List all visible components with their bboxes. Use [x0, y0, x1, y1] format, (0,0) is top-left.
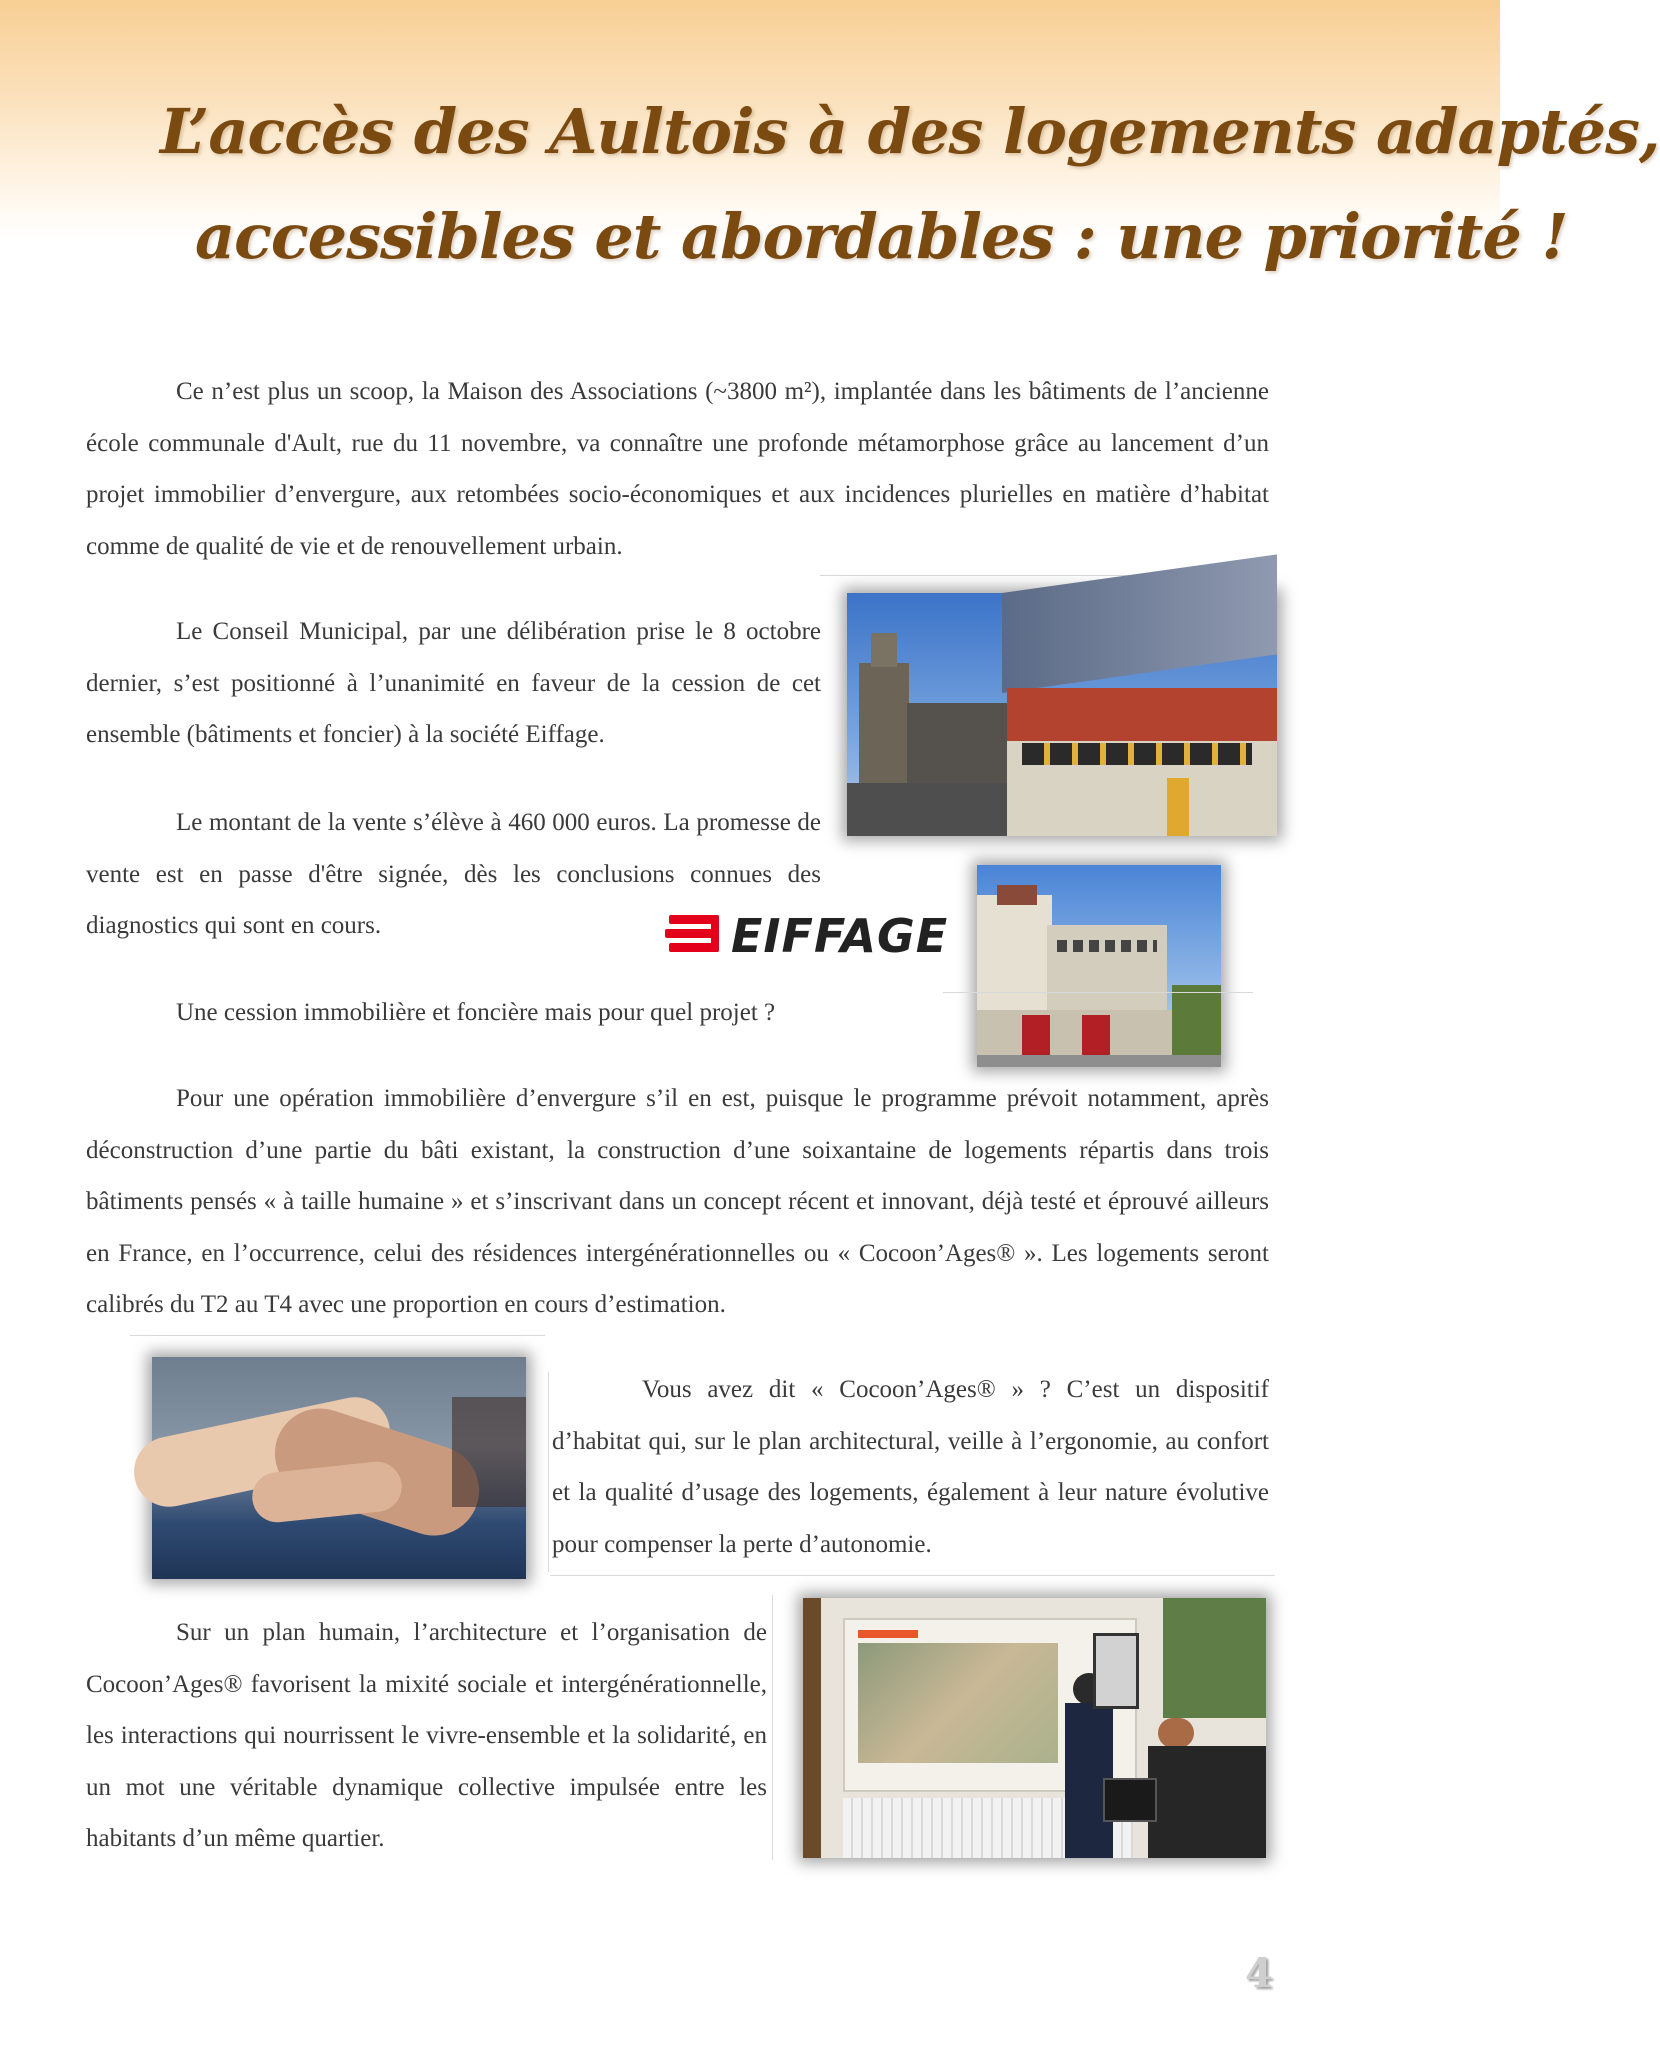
paragraph-sale-amount: Le montant de la vente s’élève à 460 000 euros. La promesse de vente est en passe d'être signée, dès les conclusions connues des diagnostics qui sont en cours.: [86, 809, 821, 939]
paragraph-intro: Ce n’est plus un scoop, la Maison des Associations (~3800 m²), implantée dans les bâtiments de l’ancienne école communale d'Ault, rue du 11 novembre, va connaître une profonde métamorphose grâce au lancement d’un projet immobilier d’envergure, aux retombées socio-économiques et aux incidences plurielles en matière d’habitat comme de qualité de vie et de renouvellement urbain.: [86, 378, 1269, 560]
photo-building-street: [977, 865, 1221, 1067]
paragraph-human-plan: Sur un plan humain, l’architecture et l’organisation de Cocoon’Ages® favorisent la mixité sociale et intergénérationnelle, les interactions qui nourrissent le vivre-ensemble et la solidarité, en un mot une véritable dynamique collective impulsée entre les habitants d’un même quartier.: [86, 1619, 767, 1852]
paragraph-question: Une cession immobilière et foncière mais pour quel projet ?: [176, 999, 776, 1026]
paragraph-council: Le Conseil Municipal, par une délibération prise le 8 octobre dernier, s’est positionné à l’unanimité en faveur de la cession de cet ensemble (bâtiments et foncier) à la société Eiffage.: [86, 618, 821, 748]
eiffage-logo-text: EIFFAGE: [731, 909, 949, 963]
eiffage-logo: [665, 905, 949, 965]
divider-line: [548, 1372, 549, 1572]
page-number: 4: [1245, 1950, 1273, 1997]
divider-line: [943, 992, 1253, 993]
divider-line: [772, 1595, 773, 1860]
paragraph-project: Pour une opération immobilière d’envergure s’il en est, puisque le programme prévoit notamment, après déconstruction d’une partie du bâti existant, la construction d’une soixantaine de logements répartis dans trois bâtiments pensés « à taille humaine » et s’inscrivant dans un concept récent et innovant, déjà testé et éprouvé ailleurs en France, en l’occurrence, celui des résidences intergénérationnelles ou « Cocoon’Ages® ». Les logements seront calibrés du T2 au T4 avec une proportion en cours d’estimation.: [86, 1085, 1269, 1318]
divider-line: [130, 1335, 545, 1336]
title-line-1: L’accès des Aultois à des logements adaptés,: [160, 95, 1660, 168]
paragraph-cocoon-definition: Vous avez dit « Cocoon’Ages® » ? C’est un dispositif d’habitat qui, sur le plan architectural, veille à l’ergonomie, au confort et la qualité d’usage des logements, également à leur nature évolutive pour compenser la perte d’autonomie.: [552, 1376, 1269, 1558]
divider-line: [550, 1575, 1275, 1576]
photo-hands: [152, 1357, 526, 1579]
title-line-2: accessibles et abordables : une priorité !: [195, 200, 1568, 273]
photo-school-building: [847, 593, 1277, 836]
photo-presentation: [803, 1598, 1266, 1858]
